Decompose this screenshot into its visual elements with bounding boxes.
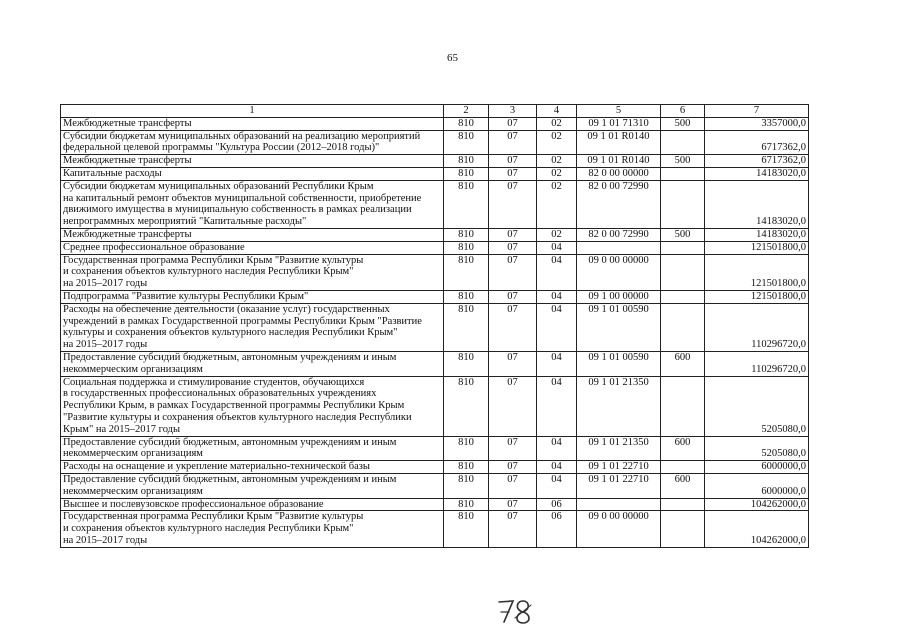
- row-amount-cell: 121501800,0: [705, 254, 809, 290]
- row-target-article-cell: 82 0 00 72990: [577, 180, 661, 228]
- row-target-article-cell: 82 0 00 72990: [577, 228, 661, 241]
- row-target-article-cell: 09 0 00 00000: [577, 511, 661, 547]
- row-subsection-cell: 02: [537, 167, 577, 180]
- row-name-cell: Среднее профессиональное образование: [61, 241, 444, 254]
- row-amount-cell: 121501800,0: [705, 290, 809, 303]
- row-code-cell: 810: [444, 241, 489, 254]
- column-header: 5: [577, 105, 661, 118]
- row-amount-cell: 14183020,0: [705, 167, 809, 180]
- budget-table: [60, 104, 809, 548]
- row-name-cell: Социальная поддержка и стимулирование студентов, обучающихся в государственных профессиональных образовательных учреждениях Республики Крым, в рамках Государственной программы Республики Крым "Развитие культуры и сохранения объектов культурного наследия Республики Крым" на 2015–2017 годы: [61, 376, 444, 436]
- handwritten-mark-drawing: [495, 596, 535, 626]
- row-expense-type-cell: [661, 241, 705, 254]
- row-name-cell: Государственная программа Республики Крым "Развитие культуры и сохранения объектов культурного наследия Республики Крым" на 2015–2017 годы: [61, 254, 444, 290]
- row-section-cell: 07: [489, 511, 537, 547]
- table-row: [61, 180, 809, 228]
- row-code-cell: 810: [444, 130, 489, 155]
- row-subsection-cell: 04: [537, 351, 577, 376]
- row-code-cell: 810: [444, 498, 489, 511]
- column-header: 7: [705, 105, 809, 118]
- row-expense-type-cell: [661, 290, 705, 303]
- row-target-article-cell: 09 1 00 00000: [577, 290, 661, 303]
- row-amount-cell: 14183020,0: [705, 180, 809, 228]
- row-expense-type-cell: 600: [661, 473, 705, 498]
- row-code-cell: 810: [444, 473, 489, 498]
- row-expense-type-cell: [661, 303, 705, 351]
- table-row: [61, 130, 809, 155]
- row-section-cell: 07: [489, 303, 537, 351]
- row-target-article-cell: 09 1 01 00590: [577, 303, 661, 351]
- row-name-cell: Межбюджетные трансферты: [61, 117, 444, 130]
- row-section-cell: 07: [489, 130, 537, 155]
- row-target-article-cell: 09 1 01 22710: [577, 473, 661, 498]
- row-expense-type-cell: [661, 376, 705, 436]
- table-row: [61, 303, 809, 351]
- row-target-article-cell: 09 1 01 22710: [577, 461, 661, 474]
- row-subsection-cell: 04: [537, 436, 577, 461]
- row-amount-cell: 6000000,0: [705, 473, 809, 498]
- row-amount-cell: 6000000,0: [705, 461, 809, 474]
- table-row: [61, 117, 809, 130]
- row-subsection-cell: 02: [537, 117, 577, 130]
- row-subsection-cell: 02: [537, 180, 577, 228]
- row-target-article-cell: 09 1 01 71310: [577, 117, 661, 130]
- row-section-cell: 07: [489, 461, 537, 474]
- row-target-article-cell: 09 0 00 00000: [577, 254, 661, 290]
- row-section-cell: 07: [489, 180, 537, 228]
- row-subsection-cell: 04: [537, 290, 577, 303]
- row-amount-cell: 6717362,0: [705, 155, 809, 168]
- row-code-cell: 810: [444, 290, 489, 303]
- handwritten-page-mark: [495, 596, 535, 626]
- row-target-article-cell: 09 1 01 R0140: [577, 130, 661, 155]
- row-amount-cell: 5205080,0: [705, 376, 809, 436]
- table-body: [61, 117, 809, 547]
- table-row: [61, 290, 809, 303]
- table-row: [61, 473, 809, 498]
- row-section-cell: 07: [489, 290, 537, 303]
- row-subsection-cell: 04: [537, 461, 577, 474]
- row-name-cell: Высшее и послевузовское профессиональное образование: [61, 498, 444, 511]
- row-code-cell: 810: [444, 254, 489, 290]
- row-target-article-cell: [577, 498, 661, 511]
- row-expense-type-cell: [661, 130, 705, 155]
- row-section-cell: 07: [489, 473, 537, 498]
- row-expense-type-cell: [661, 511, 705, 547]
- row-code-cell: 810: [444, 436, 489, 461]
- row-subsection-cell: 06: [537, 498, 577, 511]
- row-expense-type-cell: 600: [661, 436, 705, 461]
- row-code-cell: 810: [444, 303, 489, 351]
- row-target-article-cell: 09 1 01 21350: [577, 376, 661, 436]
- row-name-cell: Расходы на обеспечение деятельности (оказание услуг) государственных учреждений в рамках Государственной программы Республики Крым "Развитие культуры и сохранения объектов культурного наследия Республики Крым" на 2015–2017 годы: [61, 303, 444, 351]
- row-code-cell: 810: [444, 376, 489, 436]
- row-amount-cell: 3357000,0: [705, 117, 809, 130]
- table-row: [61, 461, 809, 474]
- row-section-cell: 07: [489, 167, 537, 180]
- row-expense-type-cell: 500: [661, 228, 705, 241]
- row-target-article-cell: 09 1 01 21350: [577, 436, 661, 461]
- row-name-cell: Предоставление субсидий бюджетным, автономным учреждениям и иным некоммерческим организациям: [61, 351, 444, 376]
- row-section-cell: 07: [489, 117, 537, 130]
- row-code-cell: 810: [444, 228, 489, 241]
- row-section-cell: 07: [489, 241, 537, 254]
- row-name-cell: Субсидии бюджетам муниципальных образований Республики Крым на капитальный ремонт объектов муниципальной собственности, приобретение движимого имущества в муниципальную собственность в рамках реализации непрограммных мероприятий "Капитальные расходы": [61, 180, 444, 228]
- row-name-cell: Межбюджетные трансферты: [61, 155, 444, 168]
- row-target-article-cell: 09 1 01 R0140: [577, 155, 661, 168]
- table-row: [61, 167, 809, 180]
- row-target-article-cell: 82 0 00 00000: [577, 167, 661, 180]
- row-name-cell: Государственная программа Республики Крым "Развитие культуры и сохранения объектов культурного наследия Республики Крым" на 2015–2017 годы: [61, 511, 444, 547]
- row-name-cell: Капитальные расходы: [61, 167, 444, 180]
- row-expense-type-cell: [661, 254, 705, 290]
- row-code-cell: 810: [444, 180, 489, 228]
- page-number: 65: [447, 52, 458, 64]
- row-name-cell: Подпрограмма "Развитие культуры Республики Крым": [61, 290, 444, 303]
- row-amount-cell: 6717362,0: [705, 130, 809, 155]
- row-code-cell: 810: [444, 511, 489, 547]
- row-section-cell: 07: [489, 498, 537, 511]
- column-header: 4: [537, 105, 577, 118]
- table-row: [61, 155, 809, 168]
- row-amount-cell: 110296720,0: [705, 303, 809, 351]
- row-amount-cell: 104262000,0: [705, 498, 809, 511]
- row-code-cell: 810: [444, 461, 489, 474]
- row-expense-type-cell: 500: [661, 117, 705, 130]
- table-row: [61, 241, 809, 254]
- row-name-cell: Расходы на оснащение и укрепление материально-технической базы: [61, 461, 444, 474]
- column-header: 3: [489, 105, 537, 118]
- row-section-cell: 07: [489, 228, 537, 241]
- row-target-article-cell: 09 1 01 00590: [577, 351, 661, 376]
- row-section-cell: 07: [489, 436, 537, 461]
- row-subsection-cell: 04: [537, 473, 577, 498]
- table-row: [61, 498, 809, 511]
- row-section-cell: 07: [489, 376, 537, 436]
- row-subsection-cell: 04: [537, 303, 577, 351]
- row-name-cell: Предоставление субсидий бюджетным, автономным учреждениям и иным некоммерческим организациям: [61, 473, 444, 498]
- row-expense-type-cell: [661, 461, 705, 474]
- row-subsection-cell: 02: [537, 130, 577, 155]
- row-subsection-cell: 06: [537, 511, 577, 547]
- row-name-cell: Субсидии бюджетам муниципальных образований на реализацию мероприятий федеральной целевой программы "Культура России (2012–2018 годы)": [61, 130, 444, 155]
- row-code-cell: 810: [444, 117, 489, 130]
- row-section-cell: 07: [489, 155, 537, 168]
- table-row: [61, 436, 809, 461]
- row-expense-type-cell: 500: [661, 155, 705, 168]
- row-name-cell: Предоставление субсидий бюджетным, автономным учреждениям и иным некоммерческим организациям: [61, 436, 444, 461]
- table-row: [61, 511, 809, 547]
- row-section-cell: 07: [489, 351, 537, 376]
- row-code-cell: 810: [444, 155, 489, 168]
- column-header: 6: [661, 105, 705, 118]
- row-expense-type-cell: [661, 498, 705, 511]
- row-amount-cell: 104262000,0: [705, 511, 809, 547]
- row-expense-type-cell: [661, 167, 705, 180]
- row-section-cell: 07: [489, 254, 537, 290]
- table-row: [61, 376, 809, 436]
- row-code-cell: 810: [444, 351, 489, 376]
- row-subsection-cell: 04: [537, 376, 577, 436]
- row-expense-type-cell: [661, 180, 705, 228]
- row-code-cell: 810: [444, 167, 489, 180]
- row-expense-type-cell: 600: [661, 351, 705, 376]
- row-subsection-cell: 04: [537, 241, 577, 254]
- row-target-article-cell: [577, 241, 661, 254]
- row-amount-cell: 110296720,0: [705, 351, 809, 376]
- column-header: 2: [444, 105, 489, 118]
- row-name-cell: Межбюджетные трансферты: [61, 228, 444, 241]
- table-row: [61, 254, 809, 290]
- row-subsection-cell: 02: [537, 228, 577, 241]
- table-row: [61, 228, 809, 241]
- row-amount-cell: 5205080,0: [705, 436, 809, 461]
- table-row: [61, 351, 809, 376]
- table-header-row: [61, 105, 809, 118]
- column-header: 1: [61, 105, 444, 118]
- row-subsection-cell: 04: [537, 254, 577, 290]
- row-subsection-cell: 02: [537, 155, 577, 168]
- row-amount-cell: 14183020,0: [705, 228, 809, 241]
- row-amount-cell: 121501800,0: [705, 241, 809, 254]
